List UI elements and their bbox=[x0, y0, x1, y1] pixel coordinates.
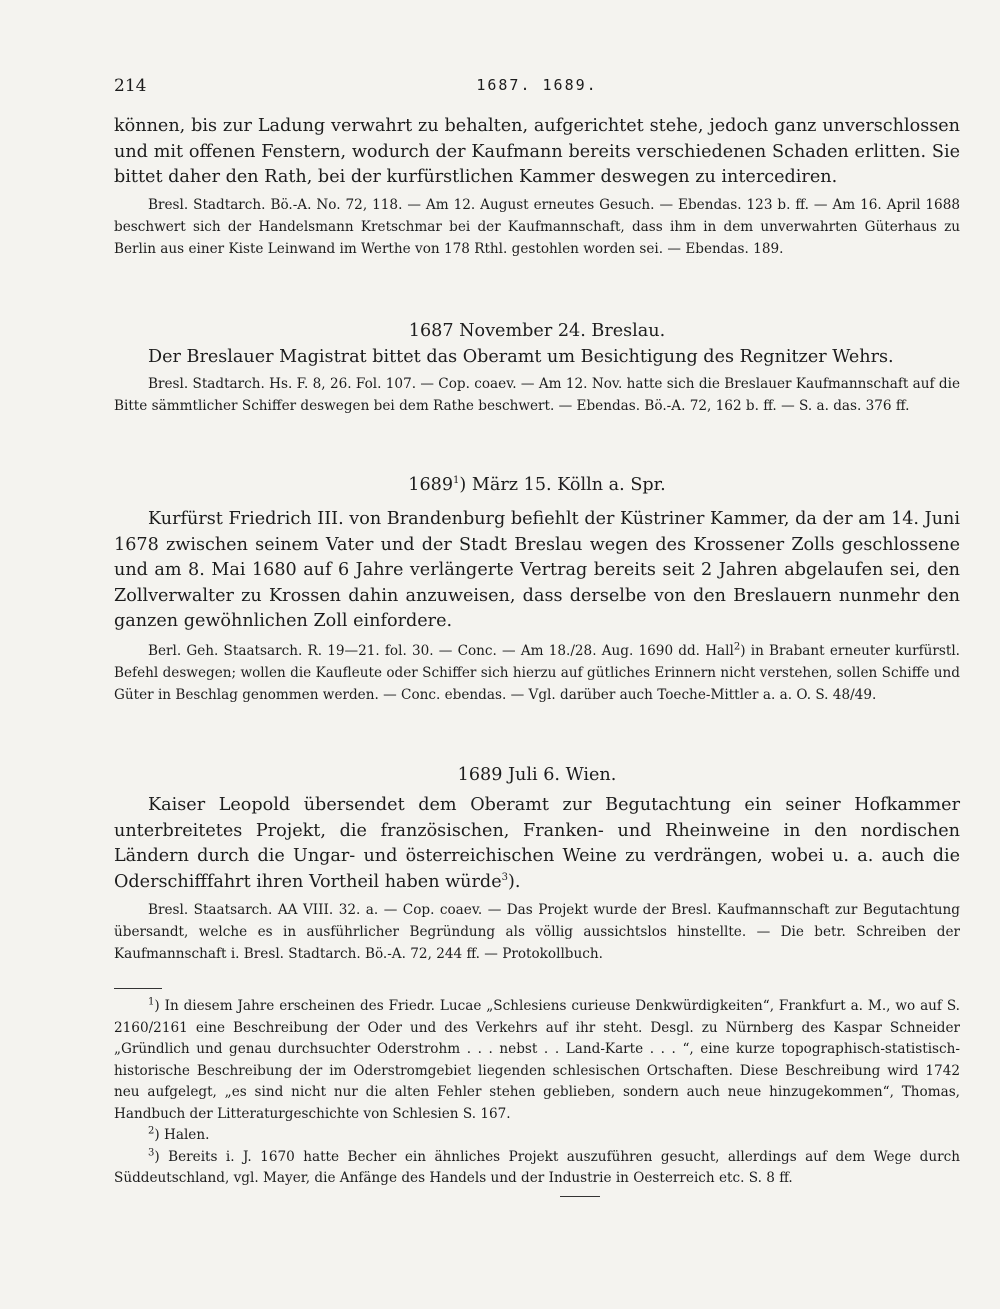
entry-source-part: Berl. Geh. Staatsarch. R. 19—21. fol. 30. — Conc. — Am 18./28. Aug. 1690 dd. Hall bbox=[148, 642, 734, 659]
footnote-mark: 3 bbox=[148, 1146, 155, 1158]
continuation-block bbox=[114, 114, 960, 260]
entry-block bbox=[114, 345, 960, 417]
footnote-mark: 2 bbox=[148, 1125, 155, 1137]
footnote bbox=[114, 1147, 960, 1190]
entry-text-part: Kaiser Leopold übersendet dem Oberamt zur Begutachtung ein seiner Hofkammer unterbreitetes Projekt, die französischen, Franken- und Rheinweine in den nordischen Ländern durch die Ungar- und österreichischen Weine zu verdrängen, wobei u. a. auch die Oderschifffahrt ihren Vortheil haben würde bbox=[114, 795, 960, 892]
entry-text bbox=[114, 793, 960, 895]
entry-source-part: ) in Brabant erneuter kurfürstl. Befehl deswegen; wollen die Kaufleute oder Schiffer sich hierzu auf gütliches Erinnern nicht verstehen, sollen Schiffe und Güter in Beschlag genommen werden. — Conc. ebendas. — Vgl. darüber auch Toeche-Mittler a. a. O. S. 48/49. bbox=[114, 642, 960, 703]
page-number: 214 bbox=[114, 76, 147, 96]
continuation-source: Bresl. Stadtarch. Bö.-A. No. 72, 118. — Am 12. August erneutes Gesuch. — Ebendas. 123 b. ff. — Am 16. April 1688 beschwert sich der Handelsmann Kretschmar bei der Kaufmannschaft, dass ihm in dem unverwahrten Güterhaus zu Berlin aus einer Kiste Leinwand im Werthe von 178 Rthl. gestohlen worden sei. — Ebendas. 189. bbox=[114, 196, 960, 257]
entry-block bbox=[114, 507, 960, 706]
footnotes bbox=[114, 996, 960, 1190]
end-divider bbox=[560, 1196, 600, 1197]
footnote-text: ) Bereits i. J. 1670 hatte Becher ein ähnliches Projekt auszuführen gesucht, allerdings auf dem Wege durch Süddeutschland, vgl. Mayer, die Anfänge des Handels und der Industrie in Oesterreich etc. S. 8 ff. bbox=[114, 1148, 960, 1186]
footnote-ref: 1 bbox=[453, 475, 460, 487]
entry-block bbox=[114, 793, 960, 965]
entry-source: Bresl. Stadtarch. Hs. F. 8, 26. Fol. 107. — Cop. coaev. — Am 12. Nov. hatte sich die Breslauer Kaufmannschaft auf die Bitte sämmtlicher Schiffer deswegen bei dem Rathe beschwert. — Ebendas. Bö.-A. 72, 162 b. ff. — S. a. das. 376 ff. bbox=[114, 375, 960, 414]
entry-source bbox=[114, 640, 960, 706]
entry-heading-year: 1689 bbox=[408, 475, 454, 495]
entry-heading: 1687 November 24. Breslau. bbox=[408, 321, 666, 341]
footnote-ref: 3 bbox=[501, 871, 508, 883]
entry-text: Der Breslauer Magistrat bittet das Oberamt um Besichtigung des Regnitzer Wehrs. bbox=[148, 347, 894, 367]
running-header bbox=[114, 76, 960, 100]
entry-source: Bresl. Staatsarch. AA VIII. 32. a. — Cop. coaev. — Das Projekt wurde der Bresl. Kaufmannschaft zur Begutachtung übersandt, welche es in ausführlicher Begründung als völlig aussichtslos hinstellte. — Die betr. Schreiben der Kaufmannschaft i. Bresl. Stadtarch. Bö.-A. 72, 244 ff. — Protokollbuch. bbox=[114, 902, 960, 962]
continuation-text: können, bis zur Ladung verwahrt zu behalten, aufgerichtet stehe, jedoch ganz unverschlossen und mit offenen Fenstern, wodurch der Kaufmann bereits verschiedenen Schaden erlitten. Sie bittet daher den Rath, bei der kurfürstlichen Kammer deswegen zu intercediren. bbox=[114, 116, 960, 187]
footnote-text: ) Halen. bbox=[154, 1127, 210, 1143]
entry-heading: 1689 Juli 6. Wien. bbox=[457, 765, 617, 785]
footnote-text: ) In diesem Jahre erscheinen des Friedr. Lucae „Schlesiens curieuse Denkwürdigkeiten“, Frankfurt a. M., wo auf S. 2160/2161 eine Beschreibung der Oder und des Verkehrs auf ihr steht. Desgl. zu Nürnberg des Kaspar Schneider „Gründlich und genau durchsuchter Oderstrohm . . . nebst . . Land-Karte . . . “, eine kurze topographisch-statistisch-historische Beschreibung der im Oderstromgebiet liegenden schlesischen Ortschaften. Diese Beschreibung wird 1742 neu aufgelegt, „es sind nicht nur die alten Fehler stehen geblieben, sondern auch neue hinzugekommen“, Thomas, Handbuch der Litteraturgeschichte von Schlesien S. 167. bbox=[114, 998, 960, 1122]
footnote bbox=[114, 996, 960, 1125]
entry-heading-rest: ) März 15. Kölln a. Spr. bbox=[459, 475, 666, 495]
header-years: 1687. 1689. bbox=[476, 76, 598, 94]
entry-text: Kurfürst Friedrich III. von Brandenburg befiehlt der Küstriner Kammer, da der am 14. Juni 1678 zwischen seinem Vater und der Stadt Breslau wegen des Krossener Zolls geschlossene und am 8. Mai 1680 auf 6 Jahre verlängerte Vertrag bereits seit 2 Jahren abgelaufen sei, den Zollverwalter zu Krossen dahin anzuweisen, dass derselbe von den Breslauern nunmehr den ganzen gewöhnlichen Zoll einfordere. bbox=[114, 509, 960, 631]
footnote-divider bbox=[114, 988, 162, 989]
footnote bbox=[114, 1125, 960, 1147]
entry-text-part: ). bbox=[507, 871, 521, 892]
entry-heading bbox=[114, 472, 960, 498]
footnote-mark: 1 bbox=[148, 996, 155, 1008]
footnote-ref: 2 bbox=[733, 640, 741, 652]
